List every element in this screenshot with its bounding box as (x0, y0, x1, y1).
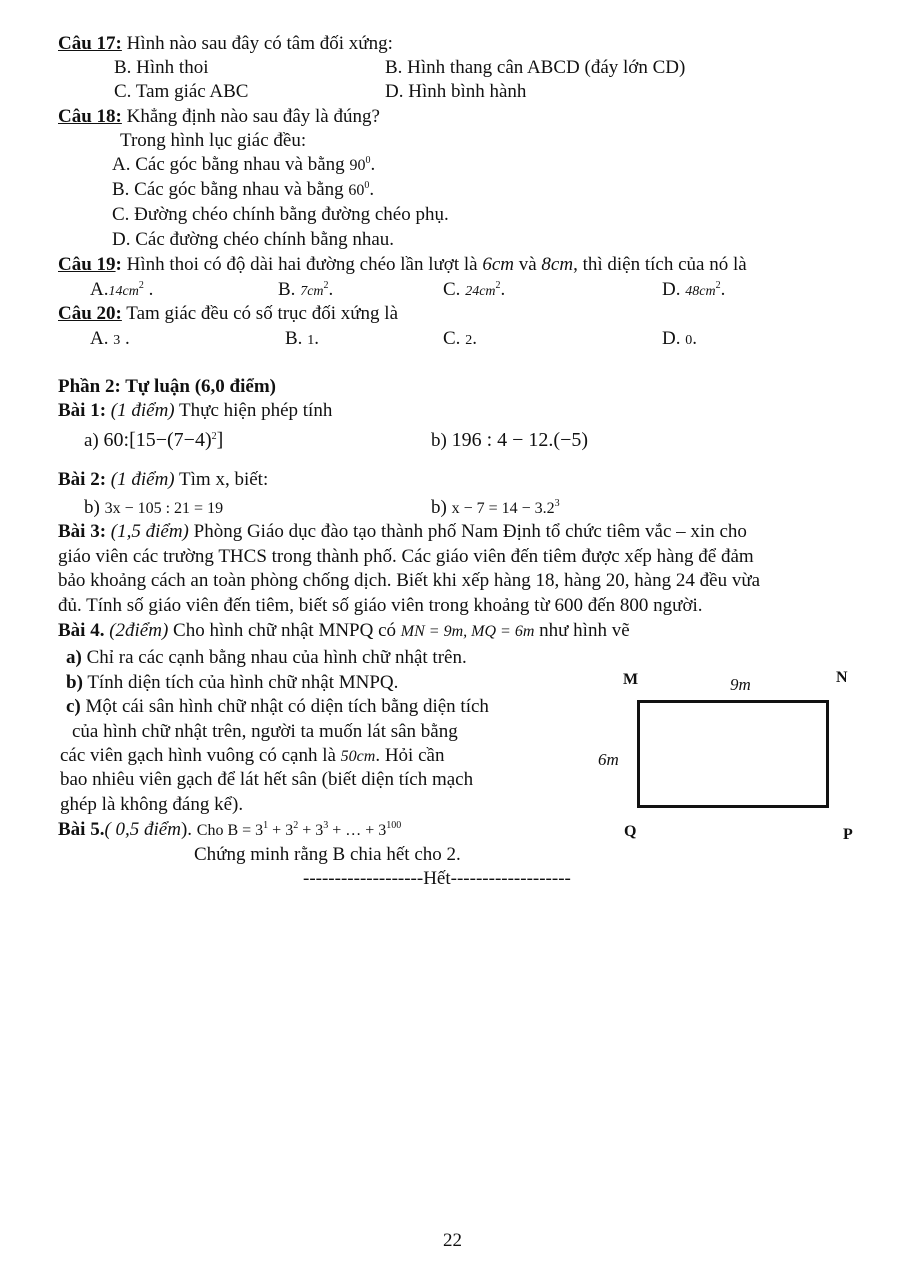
bai4-part-a: a) Chỉ ra các cạnh bằng nhau của hình chữ nhật trên. (66, 647, 467, 668)
q18-option-d: D. Các đường chéo chính bằng nhau. (112, 229, 395, 250)
bai3-line-1: Bài 3: (1,5 điểm) Phòng Giáo dục đào tạo thành phố Nam Định tổ chức tiêm vắc – xin cho (58, 521, 747, 542)
q18-option-b-value: $60^0$ (348, 180, 370, 199)
q18-text: Khẳng định nào sau đây là đúng? (126, 106, 380, 127)
q20-text: Tam giác đều có số trục đối xứng là (126, 303, 399, 324)
q20-heading: Câu 20: (58, 303, 122, 324)
q19-option-a: $A.14cm^2$ . (90, 279, 154, 300)
bai2-part-a-expression: 3x − 105 : 21 = 19 (104, 500, 224, 517)
bai4-part-c-line-2: của hình chữ nhật trên, người ta muốn lát sân bằng (72, 721, 458, 742)
page-number: 22 (443, 1230, 462, 1251)
bai2-part-b: b) $x - 7 = 14 - 3.2^3$ (431, 497, 560, 518)
side-mq-length: 6m (598, 750, 619, 769)
bai2-heading: Bài 2: (58, 469, 107, 490)
bai2-part-b-expression: $x - 7 = 14 - 3.2^3$ (451, 498, 560, 517)
q18-option-b-text: B. Các góc bằng nhau và bằng (112, 179, 344, 200)
bai3-line-2: giáo viên các trường THCS trong thành phố. Các giáo viên đến tiêm được xếp hàng để đảm (58, 546, 754, 567)
bai4-part-c-line-5: ghép là không đáng kể). (60, 794, 244, 815)
q17-option-c: C. Tam giác ABC (114, 81, 249, 102)
q18-heading: Câu 18: (58, 106, 122, 127)
bai5-heading: Bài 5. (58, 819, 105, 840)
q17-heading: Câu 17: (58, 33, 122, 54)
bai4-part-b: b) Tính diện tích của hình chữ nhật MNPQ. (66, 672, 399, 693)
bai4-part-c-line-4: bao nhiêu viên gạch để lát hết sân (biết diện tích mạch (60, 769, 474, 790)
bai2-line: Bài 2: (1 điểm) Tìm x, biết: (58, 469, 269, 490)
q17-option-a: B. Hình thoi (114, 57, 209, 78)
bai5-prove: Chứng minh rằng B chia hết cho 2. (194, 844, 461, 865)
q17-option-b: B. Hình thang cân ABCD (đáy lớn CD) (385, 57, 686, 78)
vertex-n-label: N (836, 669, 848, 686)
bai4-heading: Bài 4. (58, 620, 105, 641)
bai5-line: Bài 5.( 0,5 điểm). Cho $B = 3^1 + 3^2 + 3^3$ + … + $3^{100}$ (58, 819, 402, 840)
q20-line (58, 302, 398, 326)
q18-option-b: B. Các góc bằng nhau và bằng $60^0$. (112, 179, 375, 200)
q18-intro: Trong hình lục giác đều: (120, 130, 307, 151)
q20-option-d: D. 0. (662, 328, 697, 349)
q18-option-a-value: $90^0$ (349, 155, 371, 174)
side-mn-length: 9m (730, 675, 751, 694)
q20-option-b: B. 1. (285, 328, 319, 349)
end-marker: -------------------Hết------------------- (303, 868, 571, 889)
part2-heading: Phần 2: Tự luận (6,0 điểm) (58, 376, 276, 397)
q19-option-c: C. $24cm^2$. (443, 279, 506, 300)
bai4-part-c-line-3: các viên gạch hình vuông có cạnh là 50cm. Hỏi cần (60, 745, 445, 766)
vertex-p-label: P (843, 826, 853, 843)
bai1-part-a-expression: $60:[15-(7-4)^2]$ (103, 429, 224, 451)
q17-option-d: D. Hình bình hành (385, 81, 527, 102)
q19-option-b: B. $7cm^2$. (278, 279, 334, 300)
q19-option-d: D. $48cm^2$. (662, 279, 726, 300)
q20-option-c: C. 2. (443, 328, 477, 349)
bai4-given: MN = 9m, MQ = 6m (400, 623, 535, 640)
bai4-part-c-line-1: c) Một cái sân hình chữ nhật có diện tích bằng diện tích (66, 696, 489, 717)
bai1-heading: Bài 1: (58, 400, 107, 421)
bai4-line: Bài 4. (2điểm) Cho hình chữ nhật MNPQ có MN = 9m, MQ = 6m như hình vẽ (58, 620, 630, 641)
bai3-heading: Bài 3: (58, 521, 107, 542)
bai3-line-4: đủ. Tính số giáo viên đến tiêm, biết số giáo viên trong khoảng từ 600 đến 800 người. (58, 595, 703, 616)
q19-diagonal-2: 8cm (541, 254, 574, 275)
bai2-part-a: b) 3x − 105 : 21 = 19 (84, 497, 224, 518)
q18-line (58, 105, 380, 129)
vertex-m-label: M (623, 671, 639, 688)
rectangle-mnpq (637, 700, 829, 808)
bai1-part-b-expression: 196 : 4 − 12.(−5) (451, 429, 589, 451)
bai1-line: Bài 1: (1 điểm) Thực hiện phép tính (58, 400, 333, 421)
bai1-part-b: b) 196 : 4 − 12.(−5) (431, 429, 589, 451)
q20-option-a: A. 3 . (90, 328, 130, 349)
q19-line: Câu 19: Hình thoi có độ dài hai đường chéo lần lượt là 6cm và 8cm, thì diện tích của nó là (58, 254, 747, 275)
vertex-q-label: Q (624, 823, 637, 840)
q19-diagonal-1: 6cm (482, 254, 514, 275)
q17-text: Hình nào sau đây có tâm đối xứng: (126, 33, 393, 54)
q18-option-c: C. Đường chéo chính bằng đường chéo phụ. (112, 204, 449, 225)
q18-option-a: A. Các góc bằng nhau và bằng $90^0$. (112, 154, 376, 175)
bai1-part-a: a) $60:[15-(7-4)^2]$ (84, 429, 224, 451)
q19-heading: Câu 19 (58, 254, 116, 275)
bai5-expression: Cho $B = 3^1 + 3^2 + 3^3$ + … + $3^{100}$ (196, 820, 402, 839)
q18-option-a-text: A. Các góc bằng nhau và bằng (112, 154, 345, 175)
q17-line (58, 32, 393, 56)
bai3-line-3: bảo khoảng cách an toàn phòng chống dịch. Biết khi xếp hàng 18, hàng 20, hàng 24 đều vừa (58, 570, 761, 591)
